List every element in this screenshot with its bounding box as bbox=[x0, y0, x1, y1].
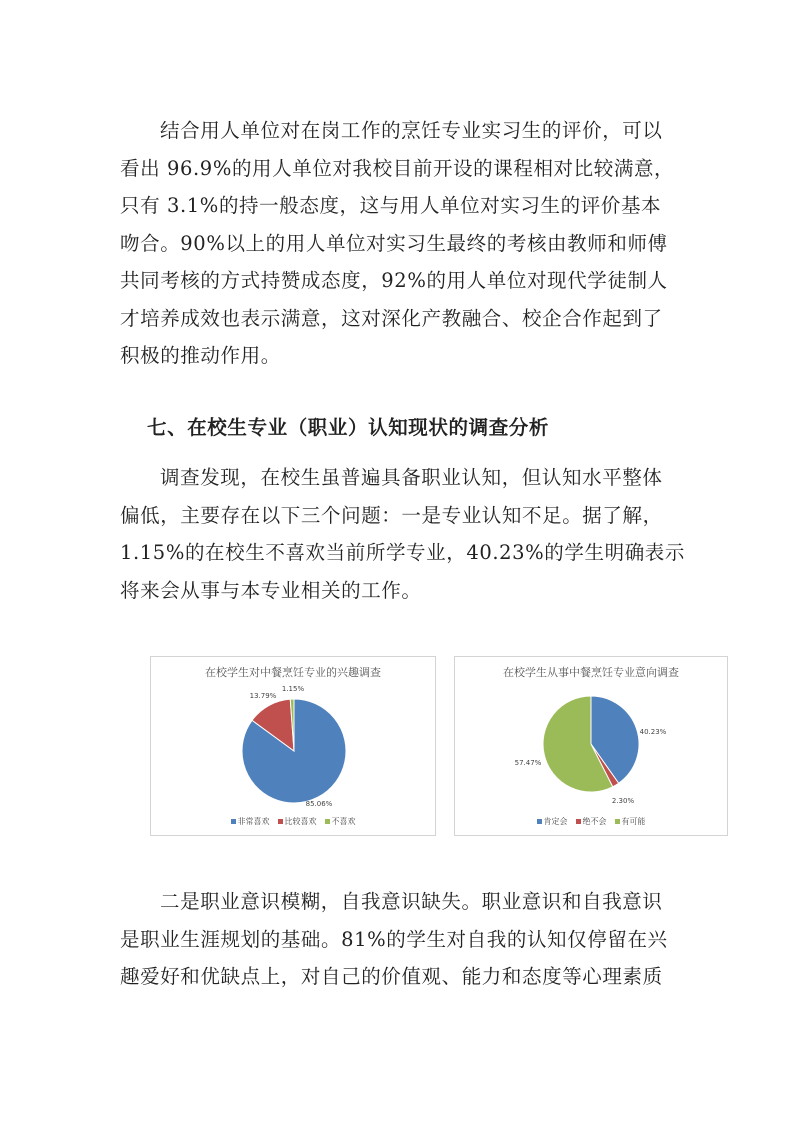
legend-label: 比较喜欢 bbox=[284, 817, 317, 826]
section-heading: 七、在校生专业（职业）认知现状的调查分析 bbox=[147, 416, 550, 439]
legend-label: 不喜欢 bbox=[331, 817, 356, 826]
text-line: 趣爱好和优缺点上，对自己的价值观、能力和态度等心理素质 bbox=[120, 965, 663, 988]
slice-label: 85.06% bbox=[305, 800, 333, 808]
text-line: 看出 96.9%的用人单位对我校目前开设的课程相对比较满意， bbox=[120, 156, 675, 180]
text-line: 结合用人单位对在岗工作的烹饪专业实习生的评价，可以 bbox=[160, 119, 663, 142]
legend-swatch bbox=[576, 819, 581, 824]
legend-item bbox=[278, 817, 317, 826]
legend-swatch bbox=[537, 819, 542, 824]
slice-label: 40.23% bbox=[639, 728, 667, 736]
legend-swatch bbox=[231, 819, 236, 824]
legend-label: 绝不会 bbox=[582, 817, 607, 826]
paragraph-survey bbox=[120, 459, 686, 609]
slice-label: 1.15% bbox=[281, 685, 305, 693]
paragraph-evaluation bbox=[120, 112, 680, 375]
text-line: 1.15%的在校生不喜欢当前所学专业，40.23%的学生明确表示 bbox=[120, 541, 686, 564]
paragraph-awareness bbox=[120, 883, 680, 996]
pie-svg bbox=[151, 657, 437, 837]
legend-item bbox=[325, 817, 356, 826]
text-line: 只有 3.1%的持一般态度，这与用人单位对实习生的评价基本 bbox=[120, 194, 662, 217]
legend-item bbox=[615, 817, 646, 826]
slice-label: 13.79% bbox=[249, 692, 277, 700]
text-line: 共同考核的方式持赞成态度，92%的用人单位对现代学徒制人 bbox=[120, 269, 668, 292]
legend-item bbox=[576, 817, 607, 826]
text-line: 才培养成效也表示满意，这对深化产教融合、校企合作起到了 bbox=[120, 306, 663, 330]
pie-svg bbox=[455, 657, 729, 837]
pie-chart-intention bbox=[454, 656, 728, 836]
chart-legend bbox=[455, 816, 727, 827]
chart-title: 在校学生对中餐烹饪专业的兴趣调查 bbox=[205, 666, 381, 679]
legend-label: 肯定会 bbox=[543, 817, 568, 826]
text-line: 是职业生涯规划的基础。81%的学生对自我的认知仅停留在兴 bbox=[120, 927, 668, 951]
text-line: 积极的推动作用。 bbox=[120, 344, 281, 367]
text-line: 二是职业意识模糊，自我意识缺失。职业意识和自我意识 bbox=[160, 890, 663, 913]
text-line: 调查发现，在校生虽普遍具备职业认知，但认知水平整体 bbox=[160, 466, 663, 489]
legend-item bbox=[537, 817, 568, 826]
chart-title: 在校学生从事中餐烹饪专业意向调查 bbox=[503, 666, 679, 679]
legend-swatch bbox=[325, 819, 330, 824]
pie-chart-interest bbox=[150, 656, 436, 836]
slice-label: 57.47% bbox=[514, 759, 542, 767]
legend-label: 有可能 bbox=[621, 817, 646, 826]
text-line: 吻合。90%以上的用人单位对实习生最终的考核由教师和师傅 bbox=[120, 231, 668, 255]
legend-swatch bbox=[615, 819, 620, 824]
text-line: 将来会从事与本专业相关的工作。 bbox=[120, 578, 422, 602]
legend-swatch bbox=[278, 819, 283, 824]
chart-legend bbox=[151, 816, 435, 827]
text-line: 偏低，主要存在以下三个问题：一是专业认知不足。据了解， bbox=[120, 503, 663, 527]
legend-item bbox=[231, 817, 270, 826]
slice-label: 2.30% bbox=[611, 797, 635, 805]
legend-label: 非常喜欢 bbox=[237, 817, 270, 826]
